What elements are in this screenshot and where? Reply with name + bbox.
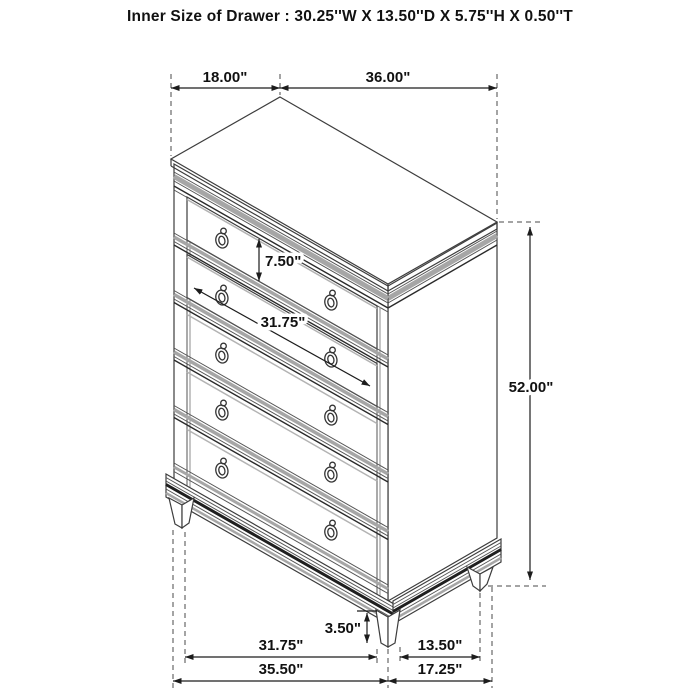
chest-drawing (166, 97, 501, 647)
dim-label-bottom-inner-width: 31.75" (258, 637, 304, 654)
dim-leg-height (325, 611, 377, 643)
dim-label-drawer-width: 31.75" (260, 314, 306, 331)
dim-label-top-width: 36.00" (365, 69, 411, 86)
dim-label-bottom-inner-depth: 13.50" (417, 637, 463, 654)
dim-label-overall-depth: 17.25" (417, 661, 463, 678)
dim-label-overall-width: 35.50" (258, 661, 304, 678)
diagram-title: Inner Size of Drawer : 30.25''W X 13.50''D X 5.75''H X 0.50''T (127, 8, 573, 25)
chest-side-panel (388, 223, 497, 601)
dim-label-top-depth: 18.00" (202, 69, 248, 86)
dim-label-drawer-height: 7.50" (265, 253, 302, 270)
dim-label-leg-height: 3.50" (324, 620, 361, 637)
dim-label-overall-height: 52.00" (508, 379, 554, 396)
dim-overall-height (488, 222, 553, 586)
